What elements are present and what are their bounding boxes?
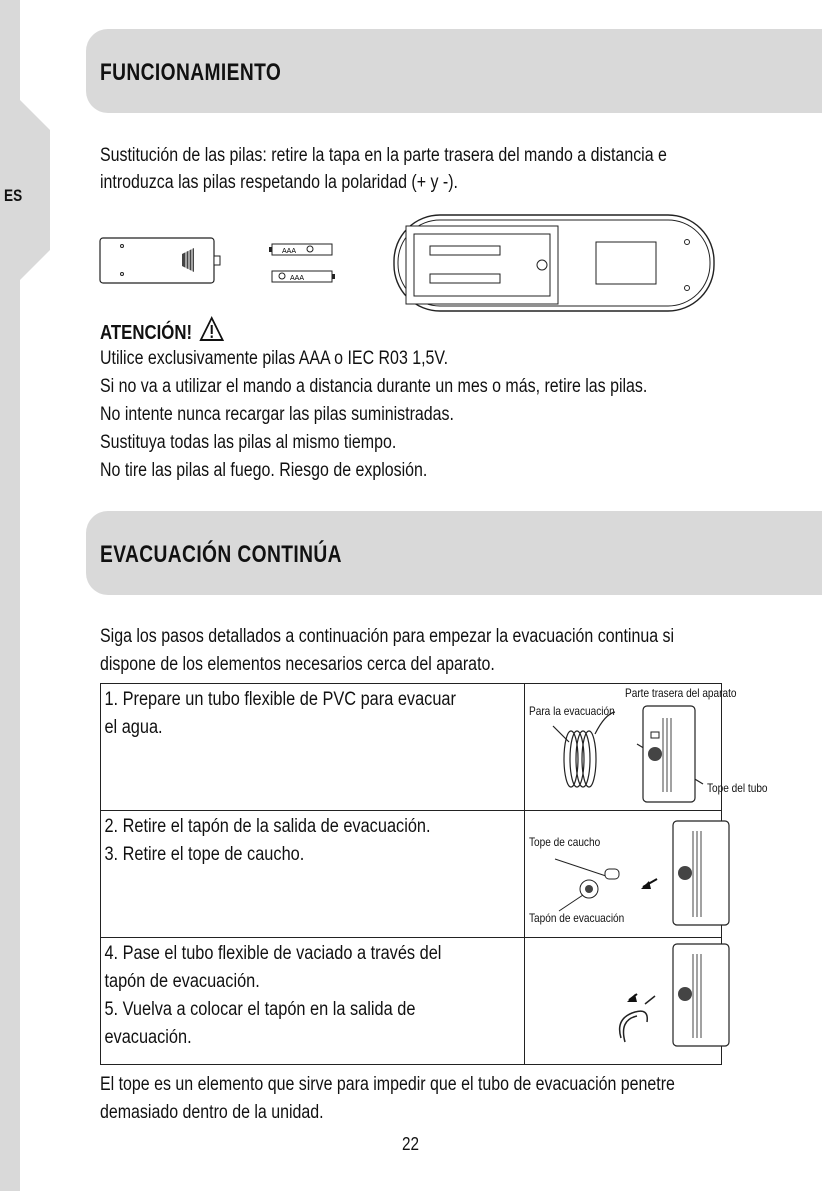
step-line: 3. Retire el tope de caucho.	[104, 844, 305, 865]
step-line: el agua.	[104, 717, 163, 738]
table-row	[101, 684, 722, 811]
intro-line-1: Sustitución de las pilas: retire la tapa en la parte trasera del mando a distancia e	[100, 145, 667, 166]
label-back: Parte trasera del aparato	[625, 686, 737, 700]
step-text-cell	[101, 684, 525, 811]
section-banner-evacuacion	[86, 511, 822, 595]
battery-label-1: AAA	[282, 248, 297, 255]
steps-table	[100, 683, 768, 1065]
warning-title: ATENCIÓN!	[100, 322, 193, 344]
remote-back-illustration	[384, 212, 726, 314]
page-number: 22	[402, 1134, 420, 1154]
section-title: FUNCIONAMIENTO	[100, 59, 282, 86]
remote-cover-illustration	[98, 236, 224, 286]
section-banner-funcionamiento	[86, 29, 822, 113]
step-image-cell	[525, 684, 768, 811]
warning-line-3: No intente nunca recargar las pilas suministradas.	[100, 404, 454, 425]
step-line: 5. Vuelva a colocar el tapón en la salida de	[104, 999, 416, 1020]
section-title: EVACUACIÓN CONTINÚA	[100, 541, 342, 568]
intro-line-2: dispone de los elementos necesarios cerca del aparato.	[100, 654, 495, 675]
hose-unit-illustration	[525, 684, 779, 810]
battery-illustration	[268, 241, 338, 289]
label-stop: Tope del tubo	[707, 781, 768, 795]
warning-heading	[100, 316, 224, 345]
table-row	[101, 938, 722, 1065]
battery-label-2: AAA	[290, 275, 305, 282]
step-image-cell	[525, 938, 722, 1065]
step-image-cell	[525, 811, 722, 938]
step-text-cell	[101, 938, 525, 1065]
warning-line-2: Si no va a utilizar el mando a distancia durante un mes o más, retire las pilas.	[100, 376, 648, 397]
step-line: 4. Pase el tubo flexible de vaciado a través del	[104, 943, 442, 964]
table-row	[101, 811, 722, 938]
language-tag: ES	[4, 186, 23, 205]
step-line: evacuación.	[104, 1027, 192, 1048]
intro-line-1: Siga los pasos detallados a continuación para empezar la evacuación continua si	[100, 626, 675, 647]
warning-icon	[199, 316, 224, 342]
plug-removal-illustration	[525, 811, 779, 937]
footer-line-2: demasiado dentro de la unidad.	[100, 1102, 324, 1123]
step-line: tapón de evacuación.	[104, 971, 260, 992]
warning-line-5: No tire las pilas al fuego. Riesgo de explosión.	[100, 460, 428, 481]
footer-line-1: El tope es un elemento que sirve para impedir que el tubo de evacuación penetre	[100, 1074, 675, 1095]
hose-reattach-illustration	[525, 938, 779, 1064]
label-outlet: Para la evacuación	[529, 704, 615, 718]
step-line: 1. Prepare un tubo flexible de PVC para evacuar	[104, 689, 456, 710]
label-plug: Tapón de evacuación	[529, 911, 625, 925]
label-rubber: Tope de caucho	[529, 835, 601, 849]
step-text-cell	[101, 811, 525, 938]
warning-line-4: Sustituya todas las pilas al mismo tiempo.	[100, 432, 397, 453]
intro-line-2: introduzca las pilas respetando la polaridad (+ y -).	[100, 172, 458, 193]
step-line: 2. Retire el tapón de la salida de evacuación.	[104, 816, 431, 837]
warning-line-1: Utilice exclusivamente pilas AAA o IEC R03 1,5V.	[100, 348, 449, 369]
